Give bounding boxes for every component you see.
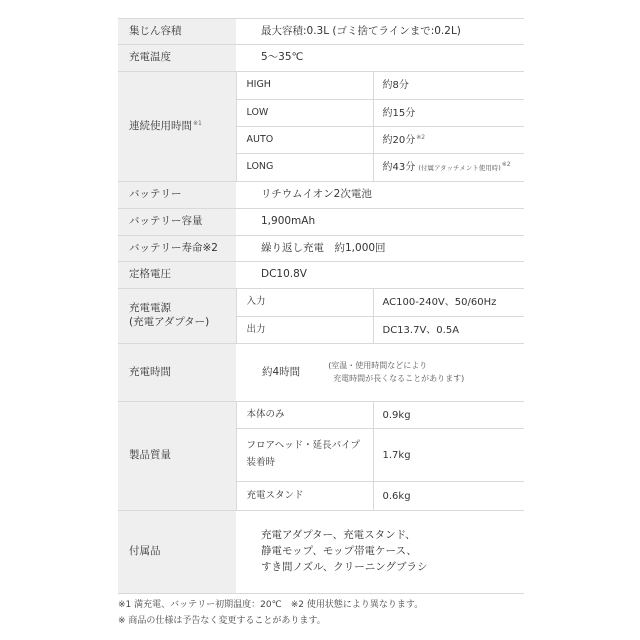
remark-line: 充電時間が長くなることがあります): [333, 373, 465, 383]
row-value-accessories: [236, 511, 524, 594]
item-name: 出力: [236, 317, 373, 344]
row-label: 充電温度: [118, 45, 236, 72]
item-value: 0.9kg: [373, 402, 524, 429]
mode-value-text: 約20分: [382, 134, 416, 146]
mode-value-text: 約8分: [382, 80, 409, 91]
spec-row-battery: [118, 182, 524, 209]
spec-row-accessories: [118, 511, 524, 594]
item-value: 1.7kg: [373, 429, 524, 482]
row-value: 繰り返し充電 約1,000回: [236, 236, 524, 262]
row-label: 充電時間: [118, 344, 236, 402]
row-label: バッテリー容量: [118, 209, 236, 236]
row-label-sub: (充電アダプター): [129, 316, 210, 328]
row-value: 1,900mAh: [236, 209, 524, 236]
row-value: 5～35℃: [236, 45, 524, 72]
item-value: AC100-240V、50/60Hz: [373, 289, 524, 317]
footnote-ref: ※2: [501, 161, 511, 168]
mode-value-text: 約15分: [382, 107, 416, 119]
row-value: 最大容積:0.3L (ゴミ捨てラインまで:0.2L): [236, 19, 524, 45]
footnote-ref: ※2: [416, 133, 426, 141]
mode-value: [373, 100, 524, 127]
item-name-multiline: [236, 429, 373, 482]
item-name: 充電スタンド: [236, 482, 373, 511]
row-label: 連続使用時間: [129, 119, 192, 132]
row-label: 製品質量: [118, 402, 236, 511]
remark-line: (室温・使用時間などにより: [328, 361, 428, 371]
mode-extra-note: (付属アタッチメント使用時): [418, 164, 501, 172]
spec-row-battery-life: [118, 236, 524, 262]
spec-row-dust-capacity: [118, 19, 524, 45]
row-label-power-source: [118, 289, 236, 344]
row-value: DC10.8V: [236, 262, 524, 289]
footnotes: [118, 597, 423, 629]
item-name: 入力: [236, 289, 373, 317]
mode-value: [373, 72, 524, 100]
row-label: 充電電源: [129, 302, 171, 315]
spec-row-charge-temperature: [118, 45, 524, 72]
accessory-line: 充電アダプター、充電スタンド、: [261, 529, 416, 542]
spec-row-power-input: [118, 289, 524, 317]
row-label: 定格電圧: [118, 262, 236, 289]
spec-row-runtime: [118, 72, 524, 100]
footnote-line: ※ 商品の仕様は予告なく変更することがあります。: [118, 616, 326, 626]
accessory-line: すき間ノズル、クリーニングブラシ: [261, 560, 428, 573]
spec-row-charge-time: [118, 344, 524, 402]
accessory-line: 静電モップ、モップ帯電ケース、: [261, 545, 417, 558]
row-value: [236, 344, 524, 402]
charge-time-value: 約4時間: [262, 365, 301, 378]
footnote-line: ※1 満充電、バッテリー初期温度：20℃ ※2 使用状態により異なります。: [118, 600, 424, 610]
spec-row-battery-capacity: [118, 209, 524, 236]
mode-name: HIGH: [236, 72, 373, 100]
row-label: バッテリー寿命※2: [118, 236, 236, 262]
item-value: DC13.7V、0.5A: [373, 317, 524, 344]
mode-value: [373, 127, 524, 154]
mode-name: AUTO: [236, 127, 373, 154]
spec-row-weight-body: [118, 402, 524, 429]
item-name: 本体のみ: [236, 402, 373, 429]
row-label: 付属品: [118, 511, 236, 594]
item-value: 0.6kg: [373, 482, 524, 511]
item-name: フロアヘッド・延長パイプ: [246, 440, 360, 452]
mode-value: [373, 154, 524, 182]
row-label: バッテリー: [118, 182, 236, 209]
item-name-line2: 装着時: [246, 457, 276, 468]
row-label-runtime: [118, 72, 236, 182]
mode-value-text: 約43分: [382, 162, 416, 173]
row-value: リチウムイオン2次電池: [236, 182, 524, 209]
footnote-ref: ※1: [193, 119, 202, 127]
charge-time-remark: [328, 360, 464, 385]
spec-row-rated-voltage: [118, 262, 524, 289]
spec-table: [118, 18, 524, 594]
mode-name: LONG: [236, 154, 373, 182]
mode-name: LOW: [236, 100, 373, 127]
row-label: 集じん容積: [118, 19, 236, 45]
